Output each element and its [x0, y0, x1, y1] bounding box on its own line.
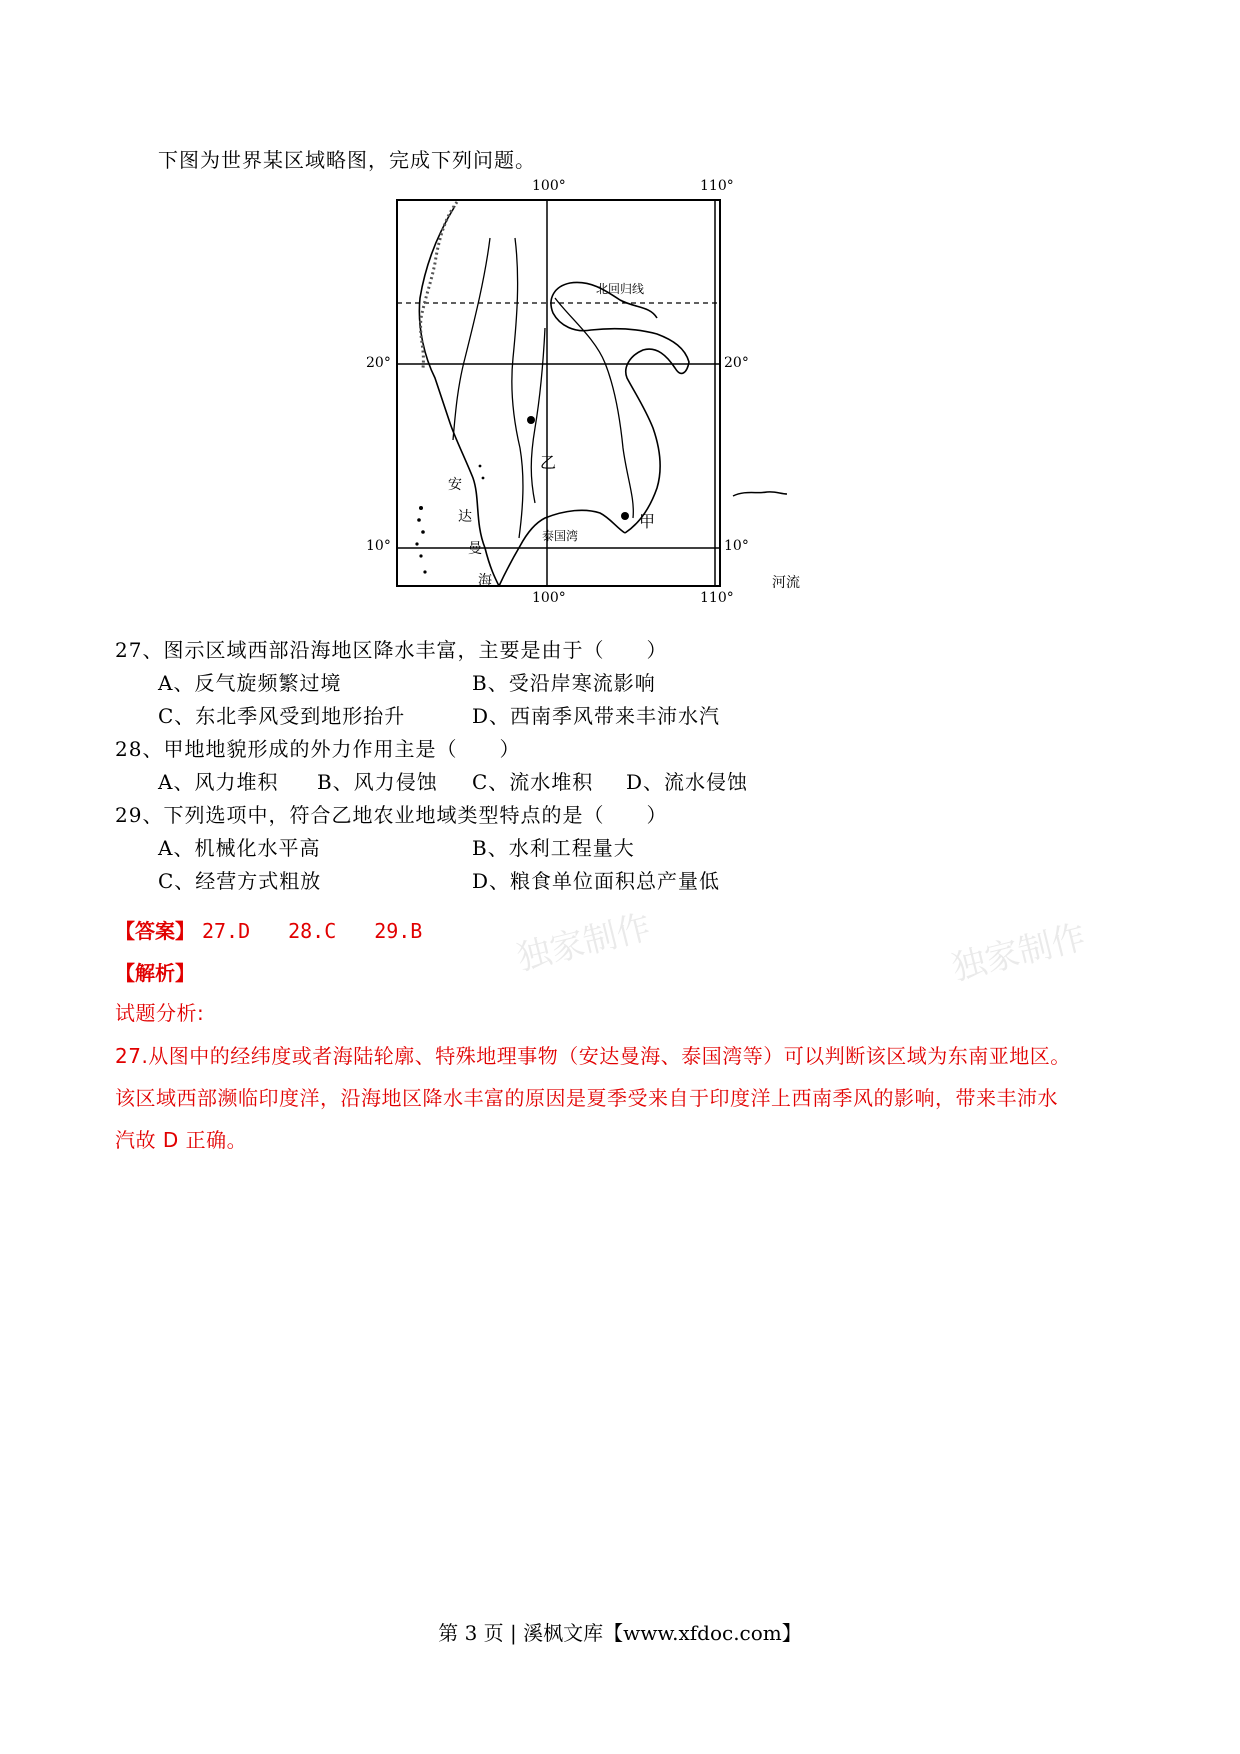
lon-110-bottom: 110° [700, 590, 734, 606]
lat-10-right: 10° [724, 538, 749, 554]
point-jia-marker [621, 512, 629, 520]
river-mekong [555, 298, 633, 518]
intro-text: 下图为世界某区域略图，完成下列问题。 [158, 148, 536, 172]
analysis-subheading: 试题分析: [115, 1001, 205, 1025]
point-yi-marker [527, 416, 535, 424]
watermark-text: 独家制作 [948, 917, 1090, 989]
river-west [453, 238, 490, 440]
answer-value: 28.C [288, 919, 337, 943]
lon-100-top: 100° [532, 178, 566, 194]
gulf-label: 泰国湾 [542, 529, 579, 543]
answer-label: 【答案】 [115, 919, 195, 943]
answer-row [115, 915, 422, 944]
question-28-option-a: A、风力堆积 [158, 770, 279, 794]
answer-value: 29.B [374, 919, 423, 943]
sea-label-char: 安 [448, 477, 462, 493]
question-27-option-b: B、受沿岸寒流影响 [472, 671, 656, 695]
question-29-option-a: A、机械化水平高 [158, 836, 321, 860]
legend-river-symbol [733, 492, 787, 496]
analysis-label: 【解析】 [115, 961, 195, 985]
lat-20-left: 20° [366, 355, 391, 371]
analysis-line: 27.从图中的经纬度或者海陆轮廓、特殊地理事物（安达曼海、泰国湾等）可以判断该区域为东南亚地区。 [115, 1044, 1071, 1068]
answer-value: 27.D [201, 919, 251, 943]
question-28-option-c: C、流水堆积 [472, 770, 594, 794]
question-29-option-c: C、经营方式粗放 [158, 869, 322, 893]
question-28-stem: 28、甲地地貌形成的外力作用主是（ ） [115, 737, 521, 761]
analysis-line: 汽故 D 正确。 [115, 1128, 248, 1152]
question-29-option-b: B、水利工程量大 [472, 836, 635, 860]
point-jia-label: 甲 [639, 512, 656, 531]
lon-100-bottom: 100° [532, 590, 566, 606]
lon-110-top: 110° [700, 178, 734, 194]
question-29-option-d: D、粮食单位面积总产量低 [472, 869, 721, 893]
tropic-label: 北回归线 [596, 282, 645, 296]
sea-label-char: 达 [458, 509, 472, 525]
question-28-option-b: B、风力侵蚀 [317, 770, 438, 794]
question-28-option-d: D、流水侵蚀 [626, 770, 749, 794]
legend-river-label: 河流 [772, 575, 800, 591]
question-27-stem: 27、图示区域西部沿海地区降水丰富，主要是由于（ ） [115, 638, 668, 662]
lat-20-right: 20° [724, 355, 749, 371]
river-central [512, 238, 523, 538]
western-border [421, 202, 457, 368]
page-footer: 第 3 页 | 溪枫文库【www.xfdoc.com】 [438, 1621, 802, 1645]
river-chao [531, 328, 545, 503]
question-27-option-d: D、西南季风带来丰沛水汽 [472, 704, 721, 728]
watermark-text: 独家制作 [513, 907, 655, 979]
analysis-line: 该区域西部濒临印度洋，沿海地区降水丰富的原因是夏季受来自于印度洋上西南季风的影响，带来丰沛水 [115, 1086, 1058, 1110]
question-27-option-c: C、东北季风受到地形抬升 [158, 704, 406, 728]
question-29-stem: 29、下列选项中，符合乙地农业地域类型特点的是（ ） [115, 803, 668, 827]
point-yi-label: 乙 [540, 453, 557, 472]
sea-label-char: 海 [478, 573, 492, 589]
question-27-option-a: A、反气旋频繁过境 [158, 671, 342, 695]
sea-label-char: 曼 [468, 541, 482, 557]
lat-10-left: 10° [366, 538, 391, 554]
